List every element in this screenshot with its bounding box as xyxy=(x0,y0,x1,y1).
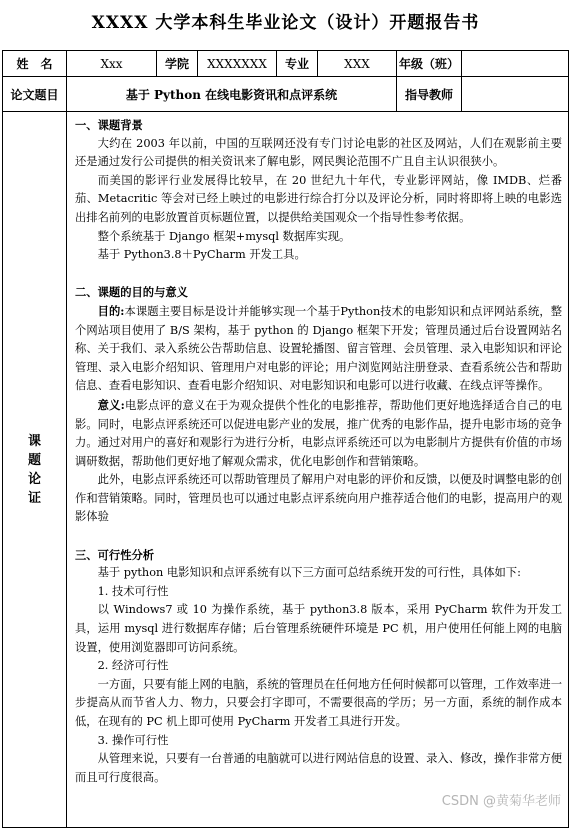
subsection-title: 1. 技术可行性 xyxy=(97,584,169,598)
college-label: 学院 xyxy=(157,51,198,77)
major-label: 专业 xyxy=(277,51,318,77)
paragraph: 而美国的影评行业发展得比较早，在 20 世纪九十年代，专业影评网站，像 IMDB、烂番茄、Metacritic 等会对已经上映过的电影进行综合打分以及评论分析，同时将即将上映的电影选出排名前列的电影放置首页标题位置，以提供给美国观众一个指导性参考依据。 xyxy=(75,173,562,224)
college-value: XXXXXXX xyxy=(198,51,277,77)
advisor-label: 指导教师 xyxy=(397,77,462,112)
name-label: 姓 名 xyxy=(3,51,67,77)
grade-value xyxy=(462,51,569,77)
watermark: CSDN @黄菊华老师 xyxy=(441,794,561,809)
advisor-value xyxy=(462,77,569,112)
paragraph: 此外，电影点评系统还可以帮助管理员了解用户对电影的评价和反馈，以便及时调整电影的创作和营销策略。同时，管理员也可以通过电影点评系统向用户推荐适合他们的电影，提高用户的观影体验 xyxy=(75,473,562,524)
major-value: XXX xyxy=(318,51,397,77)
side-label: 课 题 论 证 xyxy=(3,112,67,828)
paragraph: 从管理来说，只要有一台普通的电脑就可以进行网站信息的设置、录入、修改，操作非常方便而且可行度很高。 xyxy=(75,752,562,784)
paragraph: 意义:电影点评的意义在于为观众提供个性化的电影推荐，帮助他们更好地选择适合自己的电影。同时，电影点评系统还可以促进电影产业的发展，推广优秀的电影作品，提升电影市场的竞争力。通过对用户的喜好和观影行为进行分析，电影点评系统还可以为电影制片方提供有价值的市场调研数据，帮助他们更好地了解观众需求，优化电影创作和营销策略。 xyxy=(75,397,562,468)
proposal-form xyxy=(2,50,569,828)
paragraph: 大约在 2003 年以前，中国的互联网还没有专门讨论电影的社区及网站，人们在观影前主要还是通过发行公司提供的相关资讯来了解电影，网民舆论范围不广且自主认识很狭小。 xyxy=(75,136,562,169)
paragraph: 目的:本课题主要目标是设计并能够实现一个基于Python技术的电影知识和点评网站系统，整个网站项目使用了 B/S 架构，基于 python 的 Django 框架下开发；管理员通过后台设置网站名称、关于我们、录入系统公告帮助信息、设置轮播图、留言管理、会员管理、录入电影知识和评论管理、录入电影介绍知识、管理用户对电影的评论；用户浏览网站注册登录、查看系统公告和帮助信息、查看电影知识、查看电影介绍知识、对电影知识和电影可以进行收藏、在线点评等操作。 xyxy=(75,303,562,393)
info-row xyxy=(3,51,569,77)
grade-label: 年级（班） xyxy=(397,51,462,77)
section-title-background: 一、课题背景 xyxy=(75,118,143,132)
content-row xyxy=(3,112,569,828)
content-cell xyxy=(67,112,569,828)
topic-label: 论文题目 xyxy=(3,77,67,112)
subsection-title: 2. 经济可行性 xyxy=(97,659,169,673)
topic-row xyxy=(3,77,569,112)
section-title-feasibility: 三、可行性分析 xyxy=(75,547,155,562)
paragraph: 以 Windows7 或 10 为操作系统，基于 python3.8 版本，采用 PyCharm 软件为开发工具，运用 mysql 进行数据库存储；后台管理系统硬件环境是 PC 机，用户使用任何能上网的电脑设置，使用浏览器即可访问系统。 xyxy=(75,603,562,654)
content-body xyxy=(67,112,568,827)
document-title: XXXX 大学本科生毕业论文（设计）开题报告书 xyxy=(91,13,480,33)
topic-value: 基于 Python 在线电影资讯和点评系统 xyxy=(67,77,397,112)
section-title-purpose: 二、课题的目的与意义 xyxy=(75,285,188,300)
paragraph: 一方面，只要有能上网的电脑，系统的管理员在任何地方任何时候都可以管理，工作效率进一步提高从而节省人力、物力，只要会打字即可，不需要很高的学历；另一方面，系统的制作成本低，在现有的 PC 机上即可使用 PyCharm 开发者工具进行开发。 xyxy=(75,677,562,728)
paragraph: 基于 python 电影知识和点评系统有以下三方面可总结系统开发的可行性，具体如下: xyxy=(97,566,521,580)
name-value: Xxx xyxy=(67,51,157,77)
paragraph: 基于 Python3.8＋PyCharm 开发工具。 xyxy=(97,248,306,262)
paragraph: 整个系统基于 Django 框架+mysql 数据库实现。 xyxy=(97,229,351,243)
subsection-title: 3. 操作可行性 xyxy=(97,733,169,747)
